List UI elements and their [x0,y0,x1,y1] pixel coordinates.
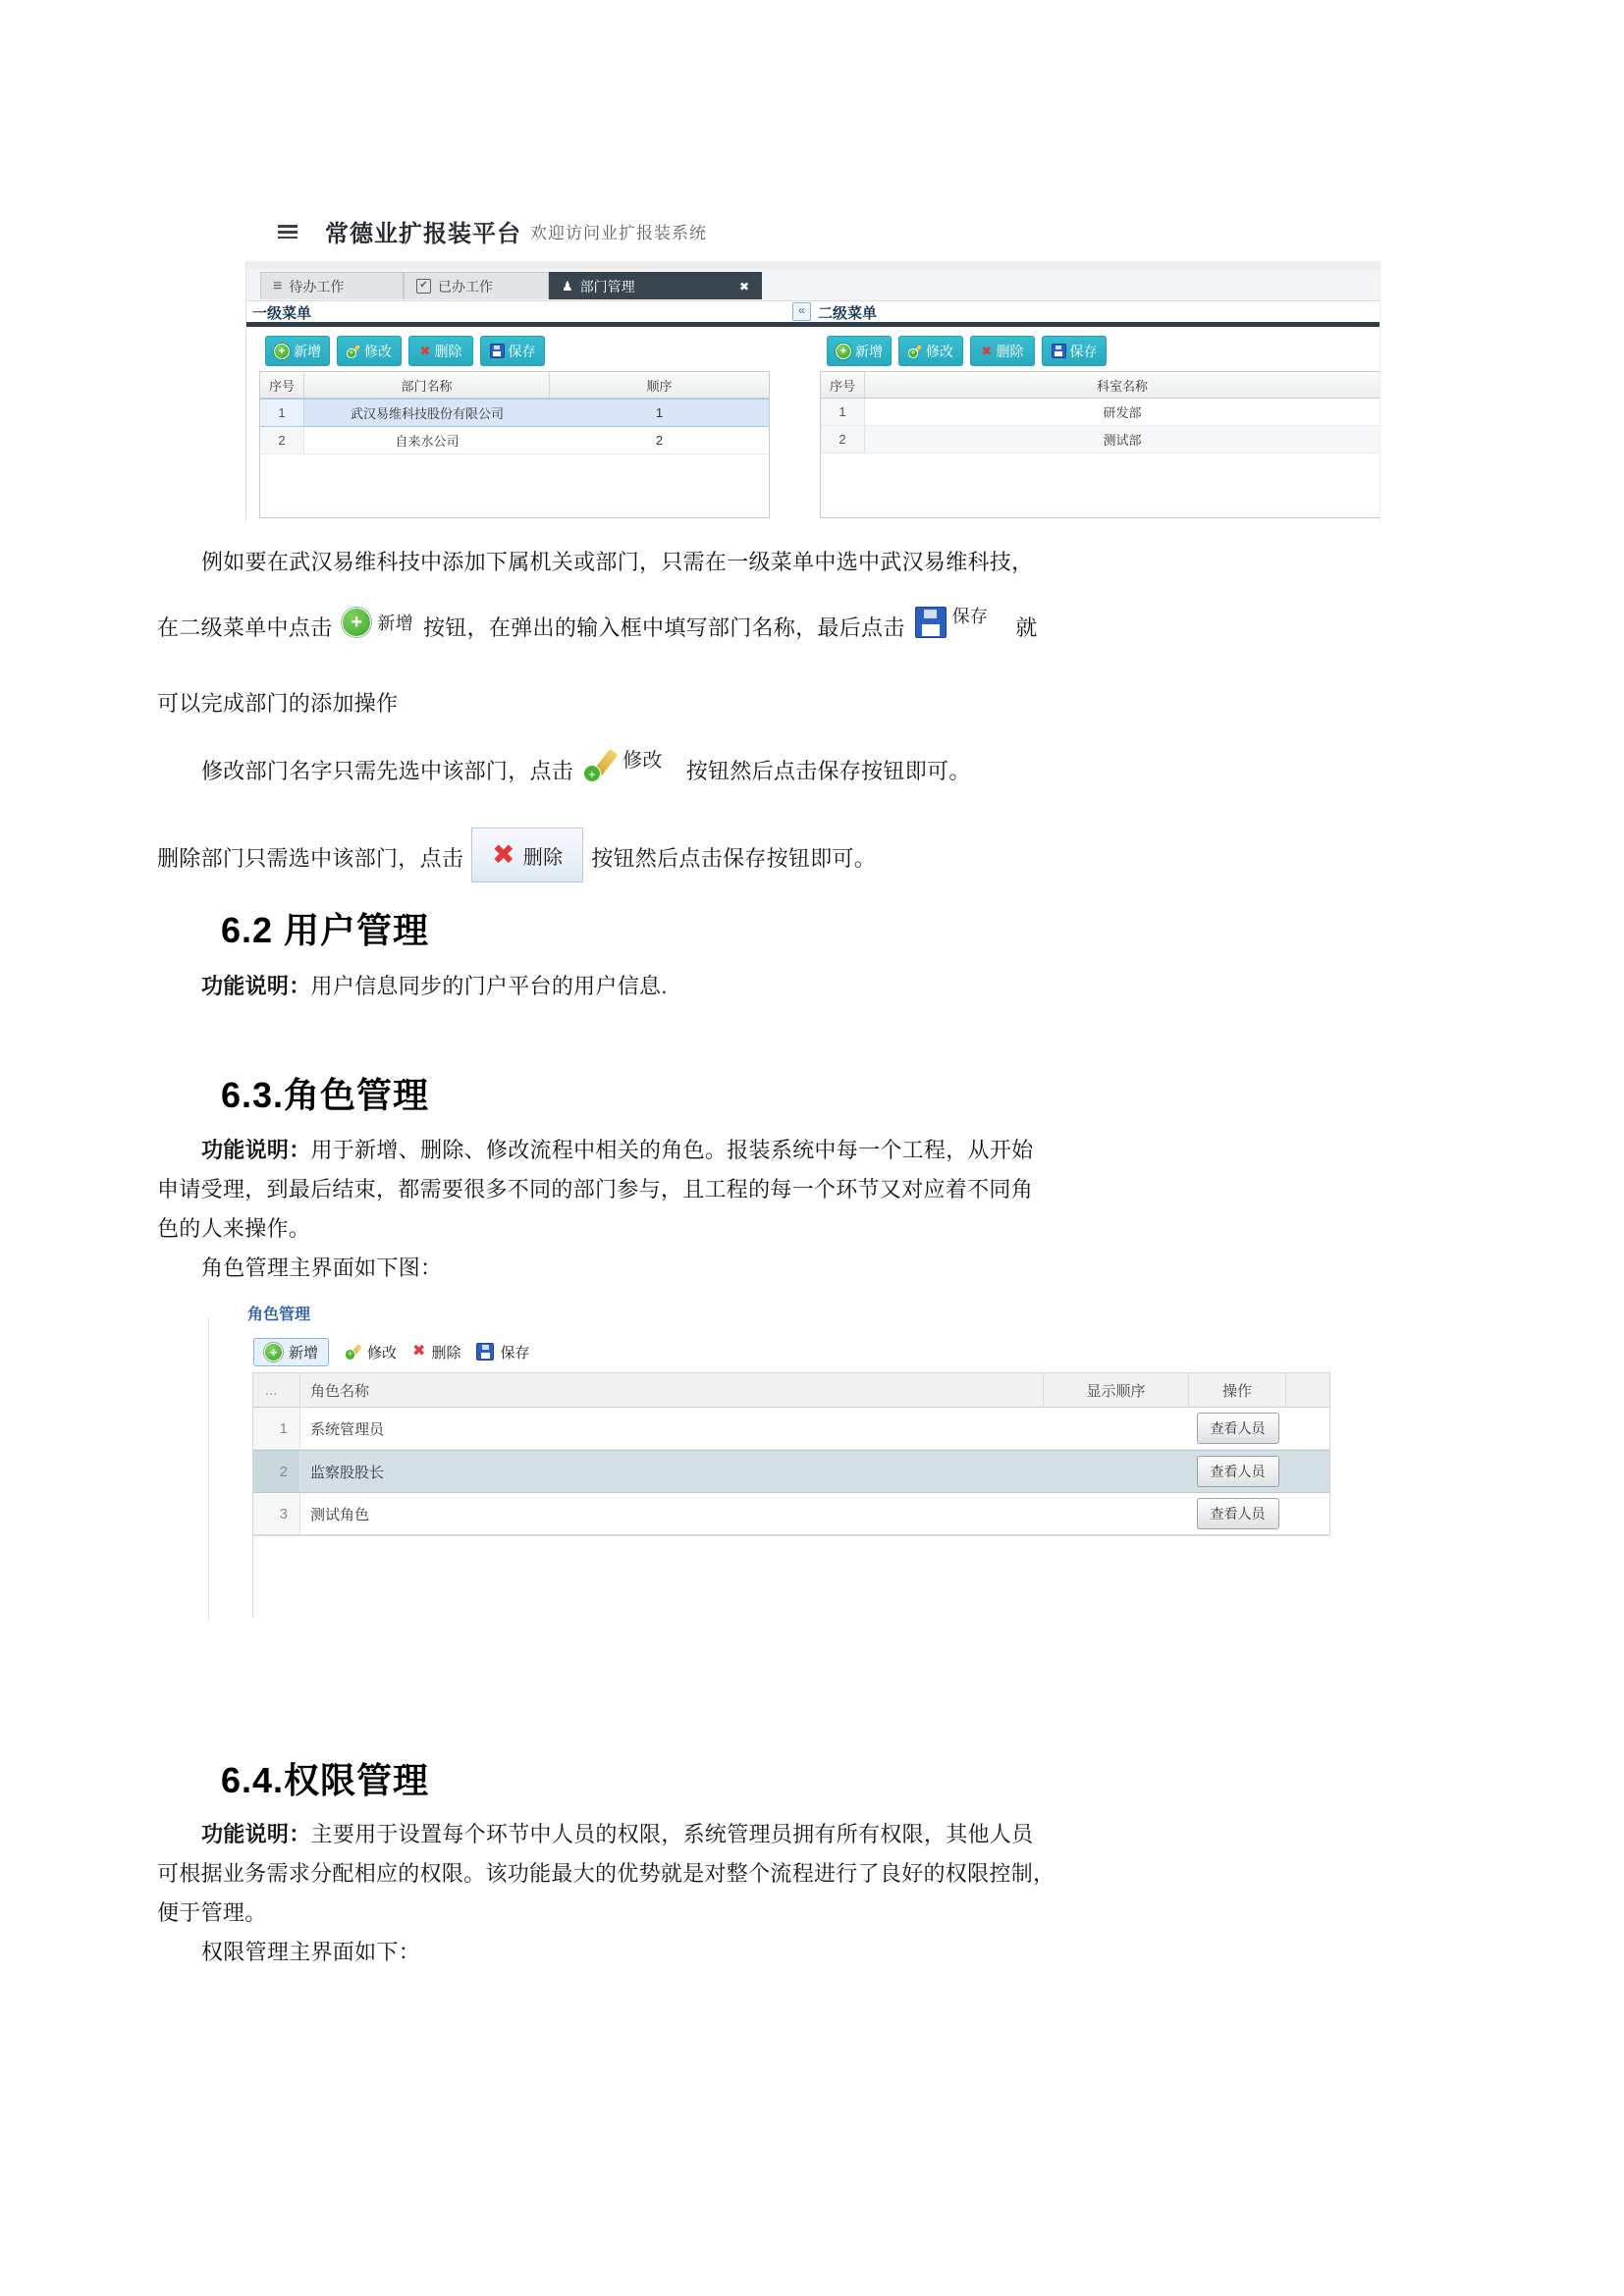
add-icon [274,344,290,359]
delete-button[interactable]: ✖ 删除 [408,336,473,366]
edit-icon [583,749,617,782]
app-welcome-text: 欢迎访问业扩报装系统 [530,224,707,242]
paragraph-line: 例如要在武汉易维科技中添加下属机关或部门，只需在一级菜单中选中武汉易维科技， [201,550,1034,574]
section-heading-6-4: 6.4.权限管理 [221,1760,430,1800]
menu-icon[interactable] [278,225,298,239]
add-icon [836,344,851,359]
column-header[interactable]: 科室名称 [1096,378,1148,394]
save-icon [476,1343,494,1361]
save-button[interactable]: 保存 [480,336,545,366]
function-note-label: 功能说明： [201,1822,311,1846]
paragraph-line: 修改部门名字只需先选中该部门，点击 + 修改 按钮然后点击保存按钮即可。 [201,738,971,801]
edit-button[interactable]: + 修改 [337,336,402,366]
table-row[interactable]: 2 监察股股长 查看人员 [253,1450,1329,1493]
paragraph-line: 功能说明：用于新增、删除、修改流程中相关的角色。报装系统中每一个工程，从开始 [201,1138,1034,1162]
column-header[interactable]: 操作 [1189,1373,1286,1407]
column-header[interactable]: 顺序 [646,378,673,394]
edit-icon [347,345,360,358]
delete-button[interactable]: ✖ 删除 [412,1342,460,1362]
right-panel-title: 二级菜单 [818,305,878,322]
paragraph-line: 色的人来操作。 [157,1216,311,1241]
tab-todo-work[interactable] [260,272,404,299]
column-header-filler [1286,1373,1329,1407]
paragraph-line: 便于管理。 [157,1900,267,1925]
view-personnel-button[interactable]: 查看人员 [1197,1413,1279,1444]
column-header[interactable]: ... [253,1373,300,1407]
view-personnel-button[interactable]: 查看人员 [1197,1498,1279,1529]
app-header [278,214,707,248]
section-heading-6-2: 6.2 用户管理 [221,910,430,950]
tab-label: 部门管理 [579,278,635,294]
edit-icon [908,345,922,358]
paragraph-line: 在二级菜单中点击 + 新增 按钮，在弹出的输入框中填写部门名称，最后点击 保存 就 [157,597,1038,656]
add-button[interactable]: + 新增 [827,336,892,366]
save-icon [490,344,505,358]
list-icon: ≡ [273,277,283,294]
department-management-screenshot [245,261,1380,522]
paragraph-line: 功能说明：用户信息同步的门户平台的用户信息. [201,974,668,998]
paragraph-line: 可以完成部门的添加操作 [157,691,399,716]
roles-panel-title: 角色管理 [247,1307,311,1323]
table-header [260,372,769,399]
table-row[interactable]: 3 测试角色 查看人员 [253,1493,1329,1535]
paragraph-line: 可根据业务需求分配相应的权限。该功能最大的优势就是对整个流程进行了良好的权限控制， [157,1861,1056,1886]
delete-icon [420,345,431,357]
paragraph-line: 权限管理主界面如下： [201,1940,421,1964]
edit-button[interactable]: + 修改 [345,1342,397,1362]
tab-label: 已办工作 [438,278,493,294]
delete-icon [982,345,993,357]
add-button[interactable]: + 新增 [253,1338,329,1366]
table-row[interactable]: 1 武汉易维科技股份有限公司 1 [260,399,769,427]
paragraph-line: 申请受理，到最后结束，都需要很多不同的部门参与，且工程的每一个环节又对应着不同角 [157,1177,1034,1201]
roles-panel-border [252,1529,253,1618]
column-header[interactable]: 序号 [821,372,865,398]
tab-bar [246,269,1380,301]
view-personnel-button[interactable]: 查看人员 [1197,1456,1279,1487]
left-panel-title: 一级菜单 [252,305,312,322]
paragraph-line: 功能说明：主要用于设置每个环节中人员的权限，系统管理员拥有所有权限，其他人员 [201,1822,1034,1846]
function-note-label: 功能说明： [201,1138,311,1162]
paragraph-line: 角色管理主界面如下图： [201,1255,443,1280]
roles-toolbar [253,1335,529,1368]
table-row[interactable]: 1 研发部 [821,399,1380,426]
inline-edit-button-figure: + 修改 [583,749,663,782]
column-header[interactable]: 序号 [260,372,304,398]
checkbox-icon [416,279,431,294]
org-chart-icon: ♟ [562,278,573,294]
tab-department-management[interactable] [549,272,762,299]
tab-done-work[interactable] [404,272,549,299]
delete-button[interactable]: ✖ 删除 [970,336,1035,366]
table-row[interactable]: 1 系统管理员 查看人员 [253,1408,1329,1450]
collapse-left-icon[interactable]: « [792,302,811,321]
edit-button[interactable]: + 修改 [898,336,963,366]
table-row[interactable]: 2 测试部 [821,426,1380,454]
paragraph-line: 删除部门只需选中该部门，点击 ✖ 删除 按钮然后点击保存按钮即可。 [157,827,876,887]
roles-panel-border [208,1317,209,1622]
table-header [821,372,1380,399]
panel-divider [246,322,1380,327]
column-header[interactable]: 角色名称 [300,1373,1044,1407]
inline-add-button-figure: + 新增 [342,608,413,637]
delete-icon [412,1344,425,1360]
tab-label: 待办工作 [289,278,345,294]
function-note-label: 功能说明： [201,974,311,998]
table-row[interactable]: 2 自来水公司 2 [260,427,769,454]
app-title: 常德业扩报装平台 [325,221,521,247]
edit-icon [345,1344,361,1361]
close-icon[interactable] [739,280,749,294]
save-button[interactable]: 保存 [1042,336,1107,366]
save-icon [1052,344,1066,358]
section-heading-6-3: 6.3.角色管理 [221,1075,430,1115]
column-header[interactable]: 部门名称 [304,372,550,398]
inline-delete-button-figure: ✖ 删除 [471,828,583,882]
add-icon [264,1343,283,1362]
save-button[interactable]: 保存 [476,1342,529,1362]
office-table [820,371,1380,518]
add-icon [342,608,371,637]
table-header [253,1373,1329,1408]
save-icon [915,607,947,638]
inline-save-button-figure: 保存 [915,607,989,638]
delete-icon [492,841,515,869]
add-button[interactable]: + 新增 [265,336,330,366]
department-table [259,371,770,518]
roles-table [252,1372,1330,1536]
column-header[interactable]: 显示顺序 [1044,1373,1189,1407]
